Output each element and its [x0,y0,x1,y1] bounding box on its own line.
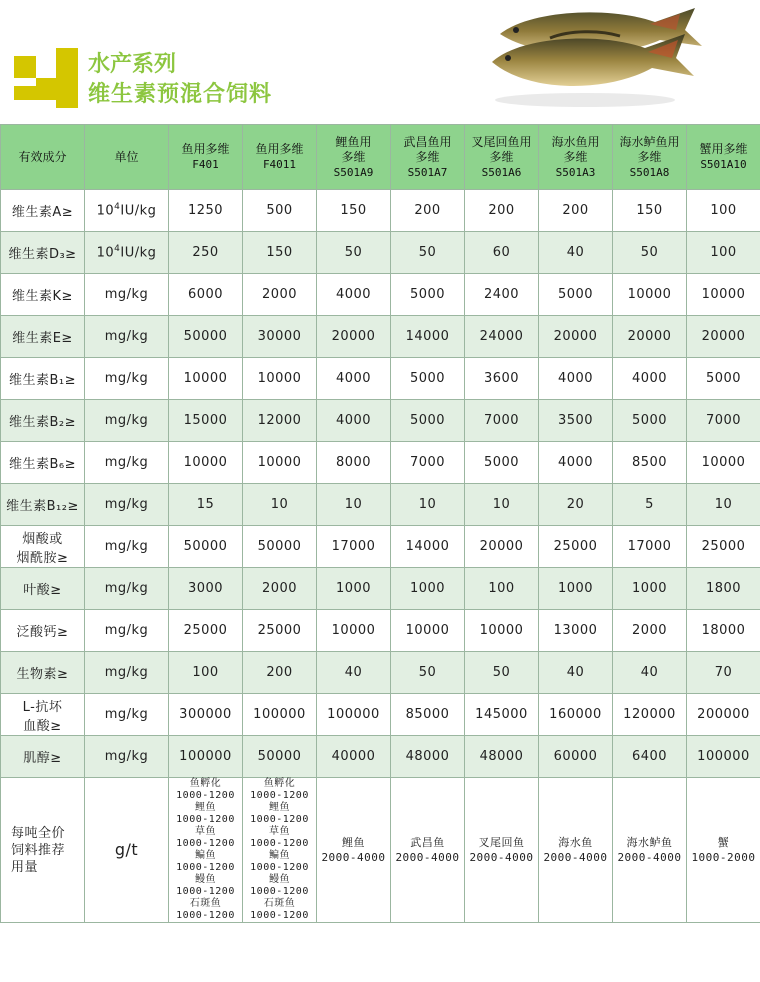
value-cell: 10000 [391,610,465,652]
recommend-row [1,778,760,923]
value-cell: 12000 [243,400,317,442]
recommend-cell: 叉尾回鱼 2000-4000 [465,778,539,923]
value-cell: 25000 [687,526,760,568]
value-cell: 3000 [169,568,243,610]
ingredient-name: 维生素B₂≥ [1,400,85,442]
col-header-s501a3: 海水鱼用 多维 S501A3 [539,125,613,190]
ingredient-name: 烟酸或 烟酰胺≥ [1,526,85,568]
table-row [1,568,760,610]
table-row [1,610,760,652]
recommend-cell: 海水鱼 2000-4000 [539,778,613,923]
value-cell: 4000 [317,358,391,400]
value-cell: 145000 [465,694,539,736]
ingredient-name: 肌醇≥ [1,736,85,778]
ingredient-name: 维生素E≥ [1,316,85,358]
value-cell: 6000 [169,274,243,316]
page-title [88,50,272,110]
title-line-2: 维生素预混合饲料 [88,82,273,107]
value-cell: 3500 [539,400,613,442]
ingredient-name: 维生素B₁₂≥ [1,484,85,526]
value-cell: 1000 [539,568,613,610]
table-row [1,274,760,316]
value-cell: 20000 [539,316,613,358]
value-cell: 40 [613,652,687,694]
value-cell: 30000 [243,316,317,358]
value-cell: 100000 [317,694,391,736]
value-cell: 5 [613,484,687,526]
table-row [1,190,760,232]
table-row [1,316,760,358]
table-header-row [1,125,760,190]
value-cell: 50000 [169,316,243,358]
value-cell: 20000 [613,316,687,358]
value-cell: 70 [687,652,760,694]
recommend-list-f401: 鱼孵化 1000-1200 鲤鱼 1000-1200 草鱼 1000-1200 鳊鱼 1000-1200 鳗鱼 1000-1200 石斑鱼 1000-1200 [169,778,243,923]
value-cell: 4000 [539,358,613,400]
value-cell: 100 [687,232,760,274]
value-cell: 17000 [317,526,391,568]
value-cell: 8500 [613,442,687,484]
ingredient-name: 维生素D₃≥ [1,232,85,274]
value-cell: 20000 [687,316,760,358]
ingredient-name: 叶酸≥ [1,568,85,610]
unit-cell: $10^4IU/kg$ [85,232,169,274]
unit-cell: mg/kg [85,274,169,316]
value-cell: 5000 [613,400,687,442]
value-cell: 40 [317,652,391,694]
value-cell: 150 [243,232,317,274]
value-cell: 250 [169,232,243,274]
col-header-s501a7: 武昌鱼用 多维 S501A7 [391,125,465,190]
value-cell: 60000 [539,736,613,778]
col-header-f401: 鱼用多维 F401 [169,125,243,190]
value-cell: 4000 [317,274,391,316]
table-row [1,694,760,736]
recommend-cell: 蟹 1000-2000 [687,778,760,923]
value-cell: 10000 [613,274,687,316]
value-cell: 14000 [391,526,465,568]
unit-cell: mg/kg [85,568,169,610]
unit-cell: mg/kg [85,358,169,400]
col-header-unit: 单位 [85,125,169,190]
value-cell: 1800 [687,568,760,610]
value-cell: 1250 [169,190,243,232]
value-cell: 100 [687,190,760,232]
recommend-label: 每吨全价 饲料推荐 用量 [1,778,85,923]
value-cell: 10 [465,484,539,526]
unit-cell: mg/kg [85,442,169,484]
value-cell: 15 [169,484,243,526]
ingredient-name: 生物素≥ [1,652,85,694]
value-cell: 10000 [169,442,243,484]
unit-cell: mg/kg [85,694,169,736]
value-cell: 10000 [169,358,243,400]
value-cell: 10 [391,484,465,526]
brand-logo-icon [14,48,78,108]
value-cell: 20000 [465,526,539,568]
value-cell: 24000 [465,316,539,358]
value-cell: 7000 [391,442,465,484]
table-row [1,442,760,484]
unit-cell: mg/kg [85,484,169,526]
table-row [1,736,760,778]
value-cell: 10000 [687,442,760,484]
table-row [1,652,760,694]
value-cell: 5000 [539,274,613,316]
table-row [1,526,760,568]
unit-cell: mg/kg [85,652,169,694]
value-cell: 60 [465,232,539,274]
value-cell: 2000 [613,610,687,652]
value-cell: 10 [243,484,317,526]
value-cell: 25000 [243,610,317,652]
table-row [1,232,760,274]
col-header-s501a6: 叉尾回鱼用 多维 S501A6 [465,125,539,190]
value-cell: 100 [465,568,539,610]
value-cell: 1000 [317,568,391,610]
ingredient-name: L-抗坏 血酸≥ [1,694,85,736]
value-cell: 20000 [317,316,391,358]
value-cell: 17000 [613,526,687,568]
value-cell: 2000 [243,274,317,316]
value-cell: 10000 [465,610,539,652]
title-line-1: 水产系列 [88,52,177,77]
value-cell: 500 [243,190,317,232]
value-cell: 10000 [317,610,391,652]
recommend-cell: 武昌鱼 2000-4000 [391,778,465,923]
value-cell: 100 [169,652,243,694]
value-cell: 200 [465,190,539,232]
value-cell: 4000 [317,400,391,442]
value-cell: 18000 [687,610,760,652]
col-header-f4011: 鱼用多维 F4011 [243,125,317,190]
value-cell: 50000 [243,736,317,778]
value-cell: 13000 [539,610,613,652]
value-cell: 50 [391,652,465,694]
value-cell: 10000 [243,358,317,400]
unit-cell: mg/kg [85,610,169,652]
unit-cell: mg/kg [85,400,169,442]
value-cell: 20 [539,484,613,526]
value-cell: 100000 [169,736,243,778]
value-cell: 40000 [317,736,391,778]
value-cell: 10 [687,484,760,526]
value-cell: 15000 [169,400,243,442]
value-cell: 100000 [243,694,317,736]
ingredient-name: 维生素A≥ [1,190,85,232]
unit-cell: mg/kg [85,526,169,568]
value-cell: 25000 [539,526,613,568]
ingredient-name: 维生素K≥ [1,274,85,316]
value-cell: 5000 [687,358,760,400]
value-cell: 40 [539,232,613,274]
value-cell: 5000 [391,274,465,316]
value-cell: 10 [317,484,391,526]
value-cell: 150 [317,190,391,232]
carp-fish-image [480,0,710,112]
col-header-s501a10: 蟹用多维 S501A10 [687,125,760,190]
value-cell: 120000 [613,694,687,736]
value-cell: 150 [613,190,687,232]
value-cell: 50000 [243,526,317,568]
value-cell: 5000 [391,358,465,400]
recommend-list-f4011: 鱼孵化 1000-1200 鲤鱼 1000-1200 草鱼 1000-1200 鳊鱼 1000-1200 鳗鱼 1000-1200 石斑鱼 1000-1200 [243,778,317,923]
ingredient-name: 泛酸钙≥ [1,610,85,652]
value-cell: 200000 [687,694,760,736]
value-cell: 5000 [465,442,539,484]
value-cell: 14000 [391,316,465,358]
value-cell: 25000 [169,610,243,652]
value-cell: 2000 [243,568,317,610]
value-cell: 50 [613,232,687,274]
value-cell: 10000 [687,274,760,316]
value-cell: 200 [539,190,613,232]
value-cell: 160000 [539,694,613,736]
value-cell: 100000 [687,736,760,778]
value-cell: 8000 [317,442,391,484]
value-cell: 7000 [465,400,539,442]
recommend-unit: g/t [85,778,169,923]
value-cell: 3600 [465,358,539,400]
page-header [0,0,760,124]
value-cell: 200 [243,652,317,694]
unit-cell: $10^4IU/kg$ [85,190,169,232]
col-header-ingredient: 有效成分 [1,125,85,190]
value-cell: 85000 [391,694,465,736]
value-cell: 10000 [243,442,317,484]
value-cell: 5000 [391,400,465,442]
value-cell: 50 [465,652,539,694]
ingredient-name: 维生素B₆≥ [1,442,85,484]
value-cell: 4000 [613,358,687,400]
value-cell: 48000 [391,736,465,778]
value-cell: 48000 [465,736,539,778]
value-cell: 1000 [391,568,465,610]
table-row [1,484,760,526]
recommend-cell: 海水鲈鱼 2000-4000 [613,778,687,923]
unit-cell: mg/kg [85,316,169,358]
value-cell: 1000 [613,568,687,610]
value-cell: 40 [539,652,613,694]
col-header-s501a9: 鲤鱼用 多维 S501A9 [317,125,391,190]
value-cell: 50 [317,232,391,274]
table-row [1,358,760,400]
vitamin-spec-table [0,124,760,923]
value-cell: 7000 [687,400,760,442]
value-cell: 200 [391,190,465,232]
table-row [1,400,760,442]
unit-cell: mg/kg [85,736,169,778]
value-cell: 6400 [613,736,687,778]
value-cell: 50000 [169,526,243,568]
col-header-s501a8: 海水鲈鱼用 多维 S501A8 [613,125,687,190]
value-cell: 300000 [169,694,243,736]
value-cell: 4000 [539,442,613,484]
recommend-cell: 鲤鱼 2000-4000 [317,778,391,923]
ingredient-name: 维生素B₁≥ [1,358,85,400]
value-cell: 50 [391,232,465,274]
value-cell: 2400 [465,274,539,316]
